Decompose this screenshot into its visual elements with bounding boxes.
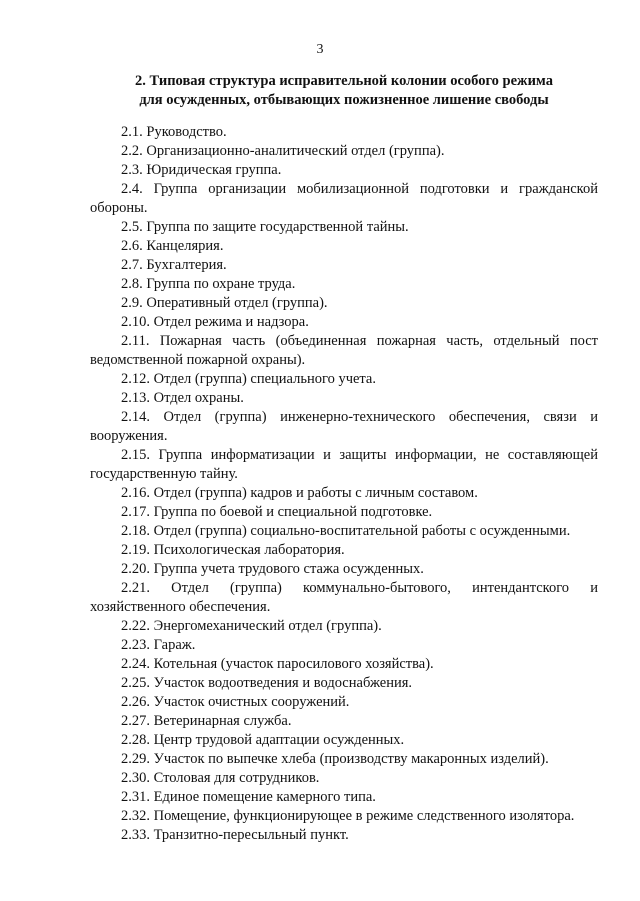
list-item: 2.28. Центр трудовой адаптации осужденных. (121, 732, 405, 748)
list-item: 2.18. Отдел (группа) социально-воспитательной работы с осужденными. (121, 523, 571, 539)
list-item: 2.29. Участок по выпечке хлеба (производству макаронных изделий). (121, 751, 549, 767)
list-item: 2.15. Группа информатизации и защиты информации, не составляющей государственную тайну. (90, 447, 598, 482)
list-item: 2.27. Ветеринарная служба. (121, 713, 292, 729)
list-item: 2.5. Группа по защите государственной тайны. (121, 219, 409, 235)
list-item: 2.24. Котельная (участок паросилового хозяйства). (121, 656, 434, 672)
list-item: 2.9. Оперативный отдел (группа). (121, 295, 328, 311)
list-item: 2.21. Отдел (группа) коммунально-бытового, интендантского и хозяйственного обеспечения. (90, 580, 598, 615)
list-item: 2.22. Энергомеханический отдел (группа). (121, 618, 382, 634)
list-item: 2.16. Отдел (группа) кадров и работы с личным составом. (121, 485, 478, 501)
list-item: 2.7. Бухгалтерия. (121, 257, 227, 273)
list-item: 2.33. Транзитно-пересыльный пункт. (121, 827, 349, 843)
list-item: 2.14. Отдел (группа) инженерно-технического обеспечения, связи и вооружения. (90, 409, 598, 444)
section-heading-line-1: 2. Типовая структура исправительной колонии особого режима (135, 73, 553, 89)
list-item: 2.25. Участок водоотведения и водоснабжения. (121, 675, 413, 691)
list-item: 2.19. Психологическая лаборатория. (121, 542, 345, 558)
list-item: 2.2. Организационно-аналитический отдел (группа). (121, 143, 445, 159)
list-item: 2.1. Руководство. (121, 124, 227, 140)
list-item: 2.3. Юридическая группа. (121, 162, 282, 178)
list-item: 2.10. Отдел режима и надзора. (121, 314, 309, 330)
list-item: 2.4. Группа организации мобилизационной подготовки и гражданской обороны. (90, 181, 598, 216)
list-item: 2.30. Столовая для сотрудников. (121, 770, 320, 786)
list-item: 2.11. Пожарная часть (объединенная пожарная часть, отдельный пост ведомственной пожарной охраны). (90, 333, 598, 368)
section-heading (90, 72, 598, 110)
list-item: 2.12. Отдел (группа) специального учета. (121, 371, 376, 387)
list-item: 2.32. Помещение, функционирующее в режиме следственного изолятора. (121, 808, 575, 824)
list-item: 2.8. Группа по охране труда. (121, 276, 296, 292)
list-item: 2.31. Единое помещение камерного типа. (121, 789, 376, 805)
list-item: 2.23. Гараж. (121, 637, 196, 653)
list-item: 2.20. Группа учета трудового стажа осужденных. (121, 561, 424, 577)
list-item: 2.6. Канцелярия. (121, 238, 224, 254)
list-item: 2.26. Участок очистных сооружений. (121, 694, 350, 710)
page-number: 3 (316, 42, 324, 57)
list-item: 2.13. Отдел охраны. (121, 390, 244, 406)
structure-list (90, 123, 598, 845)
section-heading-line-2: для осужденных, отбывающих пожизненное лишение свободы (139, 92, 549, 108)
list-item: 2.17. Группа по боевой и специальной подготовке. (121, 504, 433, 520)
